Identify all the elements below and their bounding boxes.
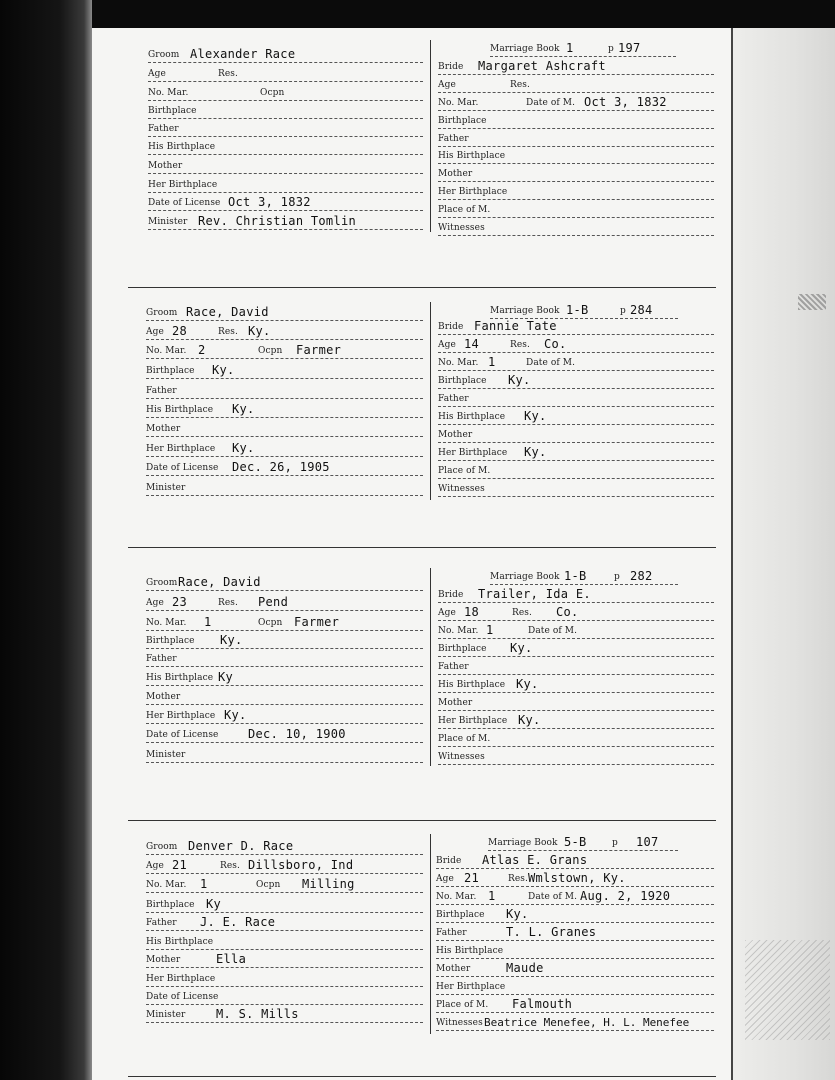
date-of-license-value: Dec. 10, 1900 [248, 727, 346, 741]
bride-his-birthplace: Ky. [524, 409, 547, 423]
mother-label: Mother [146, 424, 181, 434]
witnesses-field [438, 217, 714, 236]
ocpn-label: Ocpn [256, 880, 281, 890]
groom-age-field [146, 855, 423, 874]
groom-name-field [146, 302, 423, 321]
bride-res: Wmlstown, Ky. [528, 871, 626, 885]
no-mar-label: No. Mar. [146, 880, 187, 890]
bride-name: Atlas E. Grans [482, 853, 588, 867]
groom-mother-field [148, 155, 423, 174]
bride-birthplace: Ky. [508, 373, 531, 387]
bride-birthplace-field [436, 904, 714, 923]
minister-field [146, 744, 423, 763]
bride-no-mar-field [438, 620, 714, 639]
bride-his-birthplace: Ky. [516, 677, 539, 691]
birthplace-label: Birthplace [146, 636, 195, 646]
groom-her-birthplace-field [146, 705, 423, 724]
no-mar-label: No. Mar. [146, 346, 187, 356]
groom-his-birthplace-field [146, 399, 423, 418]
groom-no-mar-field [146, 612, 423, 631]
page-label: p [614, 572, 620, 582]
no-mar-label: No. Mar. [148, 88, 189, 98]
groom-res: Dillsboro, Ind [248, 858, 354, 872]
groom-age: 21 [172, 858, 188, 872]
bride-her-birthplace: Ky. [524, 445, 547, 459]
bride-her-birthplace-field [438, 181, 714, 200]
his-birthplace-label: His Birthplace [438, 412, 506, 422]
marriage-book-label: Marriage Book [488, 838, 558, 848]
minister-value: M. S. Mills [216, 1007, 299, 1021]
bride-res: Co. [556, 605, 579, 619]
groom-mother-field [146, 686, 423, 705]
mother-label: Mother [438, 169, 473, 179]
page-value: 197 [618, 41, 641, 55]
date-of-m-label: Date of M. [528, 626, 578, 636]
groom-ocpn: Farmer [294, 615, 340, 629]
minister-label: Minister [146, 483, 186, 493]
groom-age-field [146, 592, 423, 611]
father-label: Father [438, 662, 469, 672]
marriage-book-field [488, 832, 678, 851]
bride-no-mar: 1 [488, 355, 496, 369]
birthplace-label: Birthplace [438, 376, 487, 386]
bride-name: Trailer, Ida E. [478, 587, 591, 601]
sheet-fold-line [731, 28, 733, 1080]
bride-her-birthplace: Ky. [518, 713, 541, 727]
groom-his-birthplace: Ky. [232, 402, 255, 416]
his-birthplace-label: His Birthplace [438, 151, 506, 161]
groom-birthplace-field [146, 630, 423, 649]
age-label: Age [436, 874, 454, 884]
no-mar-label: No. Mar. [438, 626, 479, 636]
minister-label: Minister [148, 217, 188, 227]
card-divider [128, 287, 716, 288]
bride-mother: Maude [506, 961, 544, 975]
age-label: Age [438, 608, 456, 618]
bride-no-mar-field [436, 886, 714, 905]
place-of-m-label: Place of M. [436, 1000, 489, 1010]
father-label: Father [146, 654, 177, 664]
groom-age-field [148, 63, 423, 82]
groom-name: Race, David [178, 575, 261, 589]
his-birthplace-label: His Birthplace [438, 680, 506, 690]
his-birthplace-label: His Birthplace [146, 405, 214, 415]
groom-label: Groom [146, 842, 178, 852]
her-birthplace-label: Her Birthplace [438, 448, 508, 458]
mother-label: Mother [148, 161, 183, 171]
date-of-license-value: Oct 3, 1832 [228, 195, 311, 209]
date-of-m-label: Date of M. [526, 98, 576, 108]
father-label: Father [438, 134, 469, 144]
res-label: Res. [218, 69, 238, 79]
witnesses-field [436, 1012, 714, 1031]
minister-field [148, 211, 423, 230]
father-label: Father [146, 918, 177, 928]
scan-top-border [0, 0, 835, 30]
mother-label: Mother [146, 955, 181, 965]
bride-no-mar: 1 [488, 889, 496, 903]
place-of-m-field [436, 994, 714, 1013]
groom-his-birthplace-field [146, 931, 423, 950]
bride-birthplace-field [438, 638, 714, 657]
place-of-m-label: Place of M. [438, 205, 491, 215]
groom-his-birthplace-field [148, 136, 423, 155]
no-mar-label: No. Mar. [438, 358, 479, 368]
father-label: Father [438, 394, 469, 404]
bottom-card-edge [128, 1076, 716, 1077]
groom-no-mar-field [148, 82, 423, 101]
groom-her-birthplace: Ky. [232, 441, 255, 455]
groom-no-mar: 2 [198, 343, 206, 357]
his-birthplace-label: His Birthplace [146, 937, 214, 947]
date-of-m-label: Date of M. [528, 892, 578, 902]
age-label: Age [146, 598, 164, 608]
bride-mother-field [436, 958, 714, 977]
minister-label: Minister [146, 750, 186, 760]
date-of-license-label: Date of License [148, 198, 221, 208]
witnesses-value: Beatrice Menefee, H. L. Menefee [484, 1016, 690, 1029]
marriage-book-value: 1-B [566, 303, 589, 317]
bride-name: Fannie Tate [474, 319, 557, 333]
page-label: p [612, 838, 618, 848]
place-of-m-label: Place of M. [438, 466, 491, 476]
res-label: Res. [510, 80, 530, 90]
bride-father: T. L. Granes [506, 925, 597, 939]
bride-label: Bride [436, 856, 462, 866]
ocpn-label: Ocpn [258, 618, 283, 628]
groom-name: Denver D. Race [188, 839, 294, 853]
birthplace-label: Birthplace [146, 900, 195, 910]
bride-mother-field [438, 692, 714, 711]
res-label: Res. [218, 327, 238, 337]
bride-label: Bride [438, 590, 464, 600]
marriage-book-label: Marriage Book [490, 572, 560, 582]
groom-res: Pend [258, 595, 289, 609]
groom-name-field [146, 836, 423, 855]
place-of-m-value: Falmouth [512, 997, 573, 1011]
witnesses-field [438, 746, 714, 765]
age-label: Age [438, 80, 456, 90]
minister-label: Minister [146, 1010, 186, 1020]
birthplace-label: Birthplace [146, 366, 195, 376]
her-birthplace-label: Her Birthplace [146, 711, 216, 721]
groom-no-mar-field [146, 340, 423, 359]
witnesses-label: Witnesses [438, 223, 485, 233]
bride-age: 14 [464, 337, 480, 351]
birthplace-label: Birthplace [438, 116, 487, 126]
marriage-book-value: 1 [566, 41, 574, 55]
res-label: Res. [220, 861, 240, 871]
father-label: Father [436, 928, 467, 938]
groom-birthplace-field [148, 100, 423, 119]
scan-left-border [0, 0, 92, 1080]
no-mar-label: No. Mar. [436, 892, 477, 902]
his-birthplace-label: His Birthplace [146, 673, 214, 683]
her-birthplace-label: Her Birthplace [438, 187, 508, 197]
page-label: p [620, 306, 626, 316]
his-birthplace-label: His Birthplace [148, 142, 216, 152]
age-label: Age [146, 327, 164, 337]
father-label: Father [146, 386, 177, 396]
date-of-license-value: Dec. 26, 1905 [232, 460, 330, 474]
groom-her-birthplace-field [146, 968, 423, 987]
groom-label: Groom [148, 50, 180, 60]
witnesses-label: Witnesses [438, 484, 485, 494]
bride-no-mar-field [438, 352, 714, 371]
groom-label: Groom [146, 578, 178, 588]
her-birthplace-label: Her Birthplace [148, 180, 218, 190]
bride-label: Bride [438, 322, 464, 332]
groom-mother: Ella [216, 952, 247, 966]
marriage-record-card [128, 38, 716, 288]
date-of-m-label: Date of M. [526, 358, 576, 368]
date-of-m-value: Aug. 2, 1920 [580, 889, 671, 903]
age-label: Age [438, 340, 456, 350]
marriage-book-field [490, 38, 676, 57]
marriage-record-card [128, 300, 716, 550]
birthplace-label: Birthplace [438, 644, 487, 654]
groom-name: Alexander Race [190, 47, 296, 61]
page-value: 282 [630, 569, 653, 583]
groom-mother-field [146, 949, 423, 968]
date-of-license-field [148, 192, 423, 211]
minister-field [146, 1004, 423, 1023]
column-divider [430, 302, 431, 500]
groom-name: Race, David [186, 305, 269, 319]
ocpn-label: Ocpn [260, 88, 285, 98]
groom-father-field [146, 912, 423, 931]
no-mar-label: No. Mar. [438, 98, 479, 108]
groom-no-mar: 1 [204, 615, 212, 629]
groom-age: 28 [172, 324, 188, 338]
date-of-license-label: Date of License [146, 730, 219, 740]
bride-res: Co. [544, 337, 567, 351]
bride-birthplace: Ky. [510, 641, 533, 655]
marriage-record-card [128, 566, 716, 822]
page-label: p [608, 44, 614, 54]
bride-her-birthplace-field [438, 710, 714, 729]
place-of-m-field [438, 199, 714, 218]
birthplace-label: Birthplace [436, 910, 485, 920]
groom-birthplace-field [146, 360, 423, 379]
age-label: Age [146, 861, 164, 871]
witnesses-field [438, 478, 714, 497]
no-mar-label: No. Mar. [146, 618, 187, 628]
her-birthplace-label: Her Birthplace [436, 982, 506, 992]
marriage-book-label: Marriage Book [490, 306, 560, 316]
mother-label: Mother [146, 692, 181, 702]
bride-birthplace-field [438, 110, 714, 129]
bride-his-birthplace-field [436, 940, 714, 959]
bride-no-mar: 1 [486, 623, 494, 637]
card-divider [128, 547, 716, 548]
her-birthplace-label: Her Birthplace [438, 716, 508, 726]
groom-birthplace: Ky [206, 897, 222, 911]
groom-ocpn: Milling [302, 877, 355, 891]
bride-his-birthplace-field [438, 145, 714, 164]
bride-her-birthplace-field [438, 442, 714, 461]
groom-birthplace: Ky. [220, 633, 243, 647]
minister-value: Rev. Christian Tomlin [198, 214, 357, 228]
groom-his-birthplace: Ky [218, 670, 234, 684]
column-divider [430, 40, 431, 232]
mother-label: Mother [438, 698, 473, 708]
birthplace-label: Birthplace [148, 106, 197, 116]
bride-mother-field [438, 424, 714, 443]
bride-age: 18 [464, 605, 480, 619]
groom-label: Groom [146, 308, 178, 318]
groom-her-birthplace-field [148, 174, 423, 193]
marriage-book-value: 1-B [564, 569, 587, 583]
page-value: 107 [636, 835, 659, 849]
place-of-m-field [438, 460, 714, 479]
groom-birthplace: Ky. [212, 363, 235, 377]
age-label: Age [148, 69, 166, 79]
res-label: Res. [512, 608, 532, 618]
card-divider [128, 820, 716, 821]
witnesses-label: Witnesses [438, 752, 485, 762]
res-label: Res. [510, 340, 530, 350]
bride-father-field [436, 922, 714, 941]
column-divider [430, 834, 431, 1034]
groom-age-field [146, 321, 423, 340]
marriage-book-field [490, 566, 678, 585]
sheet-right-edge [732, 28, 835, 1080]
groom-name-field [148, 44, 423, 63]
column-divider [430, 568, 431, 766]
bride-age-field [438, 74, 714, 93]
bride-age-field [438, 602, 714, 621]
her-birthplace-label: Her Birthplace [146, 974, 216, 984]
date-of-license-label: Date of License [146, 463, 219, 473]
groom-his-birthplace-field [146, 667, 423, 686]
scan-artifact [798, 294, 826, 310]
father-label: Father [148, 124, 179, 134]
bride-birthplace-field [438, 370, 714, 389]
bride-name-field [438, 584, 714, 603]
bride-name-field [438, 56, 714, 75]
bride-age: 21 [464, 871, 480, 885]
groom-father: J. E. Race [200, 915, 276, 929]
groom-no-mar: 1 [200, 877, 208, 891]
groom-no-mar-field [146, 874, 423, 893]
bride-name-field [438, 316, 714, 335]
groom-her-birthplace: Ky. [224, 708, 247, 722]
place-of-m-field [438, 728, 714, 747]
bride-her-birthplace-field [436, 976, 714, 995]
mother-label: Mother [438, 430, 473, 440]
marriage-book-label: Marriage Book [490, 44, 560, 54]
bride-birthplace: Ky. [506, 907, 529, 921]
date-of-license-field [146, 457, 423, 476]
groom-father-field [146, 380, 423, 399]
minister-field [146, 477, 423, 496]
date-of-license-field [146, 986, 423, 1005]
ocpn-label: Ocpn [258, 346, 283, 356]
bride-father-field [438, 388, 714, 407]
bride-his-birthplace-field [438, 674, 714, 693]
bride-age-field [438, 334, 714, 353]
groom-father-field [146, 648, 423, 667]
mother-label: Mother [436, 964, 471, 974]
page-value: 284 [630, 303, 653, 317]
groom-age: 23 [172, 595, 188, 609]
bride-name-field [436, 850, 714, 869]
bride-father-field [438, 656, 714, 675]
date-of-m-value: Oct 3, 1832 [584, 95, 667, 109]
bride-no-mar-field [438, 92, 714, 111]
res-label: Res. [508, 874, 528, 884]
groom-res: Ky. [248, 324, 271, 338]
bride-label: Bride [438, 62, 464, 72]
date-of-license-field [146, 724, 423, 743]
res-label: Res. [218, 598, 238, 608]
bride-mother-field [438, 163, 714, 182]
groom-birthplace-field [146, 894, 423, 913]
groom-name-field [146, 572, 423, 591]
date-of-license-label: Date of License [146, 992, 219, 1002]
his-birthplace-label: His Birthplace [436, 946, 504, 956]
bride-name: Margaret Ashcraft [478, 59, 606, 73]
witnesses-label: Witnesses [436, 1018, 483, 1028]
her-birthplace-label: Her Birthplace [146, 444, 216, 454]
groom-ocpn: Farmer [296, 343, 342, 357]
place-of-m-label: Place of M. [438, 734, 491, 744]
marriage-record-card [128, 832, 716, 1042]
groom-father-field [148, 118, 423, 137]
groom-mother-field [146, 418, 423, 437]
bride-his-birthplace-field [438, 406, 714, 425]
bride-age-field [436, 868, 714, 887]
marriage-book-value: 5-B [564, 835, 587, 849]
groom-her-birthplace-field [146, 438, 423, 457]
scan-artifact [745, 940, 830, 1040]
